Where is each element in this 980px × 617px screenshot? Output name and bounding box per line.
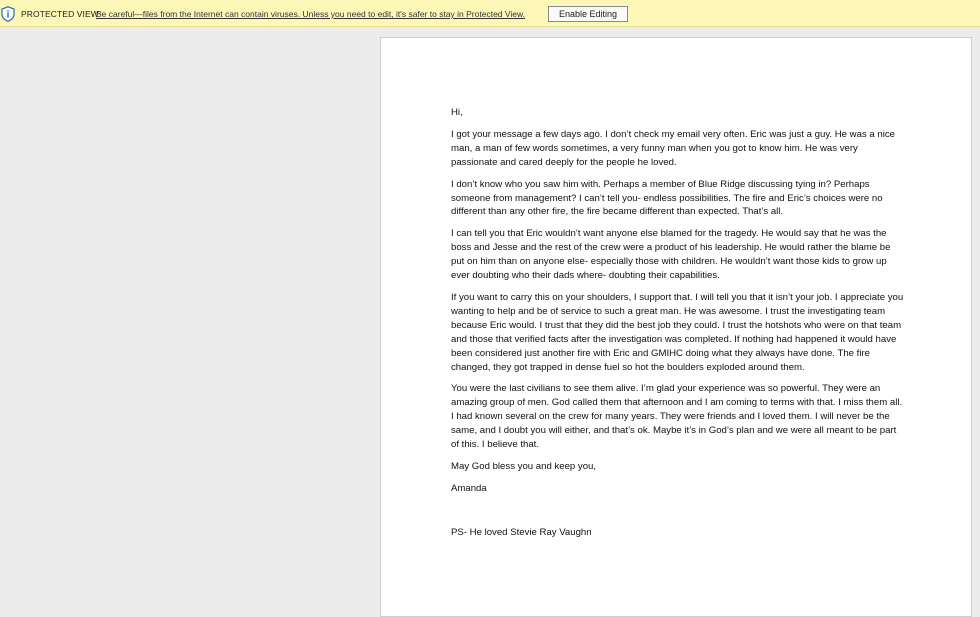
- document-body[interactable]: [451, 106, 906, 548]
- paragraph: You were the last civilians to see them alive. I’m glad your experience was so powerful. They were an amazing group of men. God called them that afternoon and I am coming to terms with that. I miss them all. I had known several on the crew for many years. They were friends and I loved them. I will never be the same, and I doubt you will either, and that’s ok. Maybe it’s in God’s plan and we were all meant to be part of this. I believe that.: [451, 383, 903, 451]
- enable-editing-button[interactable]: Enable Editing: [548, 6, 628, 22]
- protected-view-message-link[interactable]: Be careful—files from the Internet can contain viruses. Unless you need to edit, it's safer to stay in Protected View.: [96, 9, 526, 19]
- postscript: PS- He loved Stevie Ray Vaughn: [451, 526, 592, 538]
- protected-view-label: PROTECTED VIEW: [21, 9, 99, 19]
- closing: May God bless you and keep you,: [451, 460, 597, 472]
- paragraph: If you want to carry this on your shoulders, I support that. I will tell you that it isn’t your job. I appreciate you wanting to help and be of service to such a great man. He was awesome. I trust the investigating team because Eric would. I trust that they did the best job they could. I trust the hotshots who were on that team and those that verified facts after the investigation was completed. If nothing had happened it would have been considered just another fire with Eric and GMIHC doing what they always have done. The fire changed, they got trapped in dense fuel so hot the boulders exploded around them.: [451, 291, 904, 373]
- paragraph: I can tell you that Eric wouldn’t want anyone else blamed for the tragedy. He would say that he was the boss and Jesse and the rest of the crew were a product of his leadership. He would rather the blame be put on him than on anyone else- especially those with children. He wouldn’t want those kids to grow up ever doubting who their dads where- doubting their capabilities.: [451, 228, 891, 282]
- document-page[interactable]: [380, 37, 972, 617]
- protected-view-bar: [0, 0, 980, 27]
- paragraph: I don’t know who you saw him with. Perhaps a member of Blue Ridge discussing tying in? Perhaps someone from management? I can’t tell you- endless possibilities. The fire and Eric’s choices were no different than any other fire, the fire became different than expected. That’s all.: [451, 178, 883, 218]
- signature: Amanda: [451, 482, 487, 494]
- greeting: Hi,: [451, 107, 463, 118]
- shield-info-icon: [1, 6, 15, 22]
- paragraph: I got your message a few days ago. I don’t check my email very often. Eric was just a guy. He was a nice man, a man of few words sometimes, a very funny man when you got to know him. He was very passionate and cared deeply for the people he loved.: [451, 128, 896, 168]
